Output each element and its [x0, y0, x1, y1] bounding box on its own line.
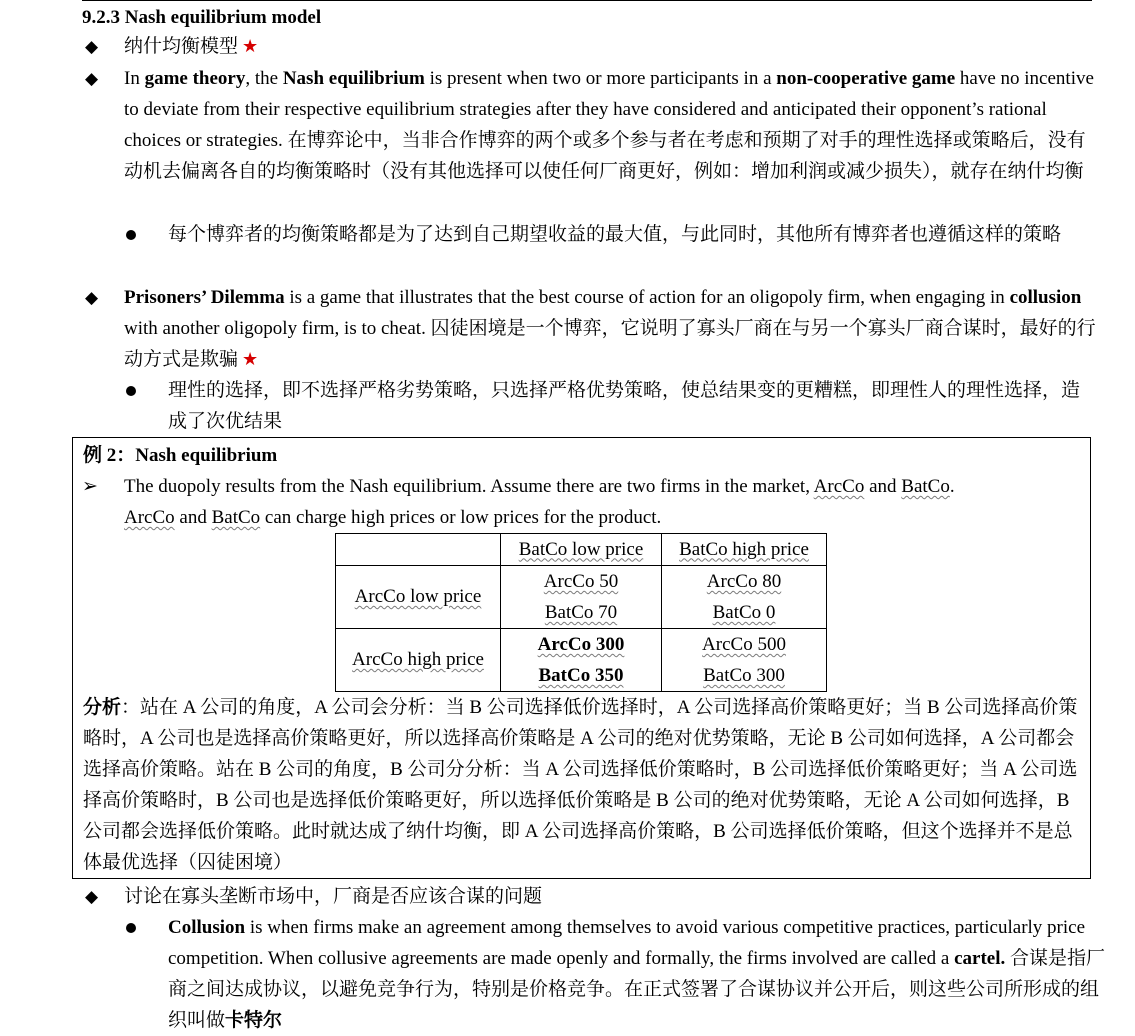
sub-point-rational-choice: 理性的选择，即不选择严格劣势策略，只选择严格优势策略，使总结果变的更糟糕，即理性人的理性选择，造成了次优结果 — [168, 380, 1081, 432]
para1-text-2: , the — [245, 68, 283, 89]
table-row — [336, 566, 827, 629]
term-prisoners-dilemma: Prisoners’ Dilemma — [124, 287, 285, 308]
arrow-bullet-icon: ➢ — [82, 475, 98, 497]
analysis-label: 分析 — [83, 697, 122, 718]
diamond-bullet-icon: ◆ — [85, 69, 99, 88]
row-header-arcco-high: ArcCo high price — [352, 649, 484, 670]
subtitle-line — [124, 31, 1084, 62]
para2-chinese: 囚徒困境是一个博弈，它说明了寡头厂商在与另一个寡头厂商合谋时，最好的行动方式是欺骗 — [124, 318, 1096, 370]
para2-text-1: is a game that illustrates that the best course of action for an oligopoly firm, when engaging in — [284, 287, 1010, 308]
example-title: 例 2：Nash equilibrium — [83, 445, 278, 466]
table-cell — [662, 566, 827, 629]
example-intro-line2 — [124, 502, 1084, 533]
example-intro-period: . — [949, 476, 955, 497]
payoff-value: BatCo 300 — [703, 665, 785, 686]
sub-point-collusion-definition — [168, 912, 1108, 1036]
top-rule — [82, 0, 1092, 1]
payoff-value: ArcCo 300 — [537, 634, 625, 655]
table-cell — [662, 629, 827, 692]
round-bullet-icon — [126, 386, 136, 396]
payoff-value: ArcCo 80 — [706, 571, 782, 592]
example-intro-and: and — [174, 507, 212, 528]
payoff-matrix — [335, 533, 827, 692]
term-non-cooperative-game: non-cooperative game — [776, 68, 956, 89]
table-corner-cell — [336, 534, 501, 566]
firm-name-batco: BatCo — [211, 507, 261, 528]
para2-text-2: with another oligopoly firm, is to cheat. — [124, 318, 431, 339]
term-collusion: Collusion — [168, 917, 246, 938]
term-cartel-cn: 卡特尔 — [225, 1010, 283, 1031]
example-intro-text-1: The duopoly results from the Nash equilibrium. Assume there are two firms in the market, — [124, 476, 814, 497]
col-header-batco-high: BatCo high price — [679, 538, 809, 560]
example-intro — [124, 471, 1084, 502]
diamond-bullet-icon: ◆ — [85, 288, 99, 307]
firm-name-batco: BatCo — [901, 476, 950, 497]
firm-name-arcco: ArcCo — [124, 507, 175, 528]
table-header-cell — [501, 534, 662, 566]
payoff-value: ArcCo 500 — [702, 634, 786, 655]
diamond-bullet-icon: ◆ — [85, 37, 99, 56]
term-game-theory: game theory — [144, 68, 246, 89]
example-intro-and: and — [864, 476, 902, 497]
term-nash-equilibrium: Nash equilibrium — [282, 68, 425, 89]
round-bullet-icon — [126, 923, 136, 933]
payoff-value: BatCo 70 — [544, 602, 618, 623]
star-icon: ★ — [242, 36, 259, 57]
example-intro-text-2: can charge high prices or low prices for the product. — [260, 507, 662, 528]
table-header-cell — [662, 534, 827, 566]
sub-point-equilibrium-strategy: 每个博弈者的均衡策略都是为了达到自己期望收益的最大值，与此同时，其他所有博弈者也遵循这样的策略 — [168, 224, 1062, 245]
round-bullet-icon — [126, 230, 136, 240]
para1-chinese: 在博弈论中，当非合作博弈的两个或多个参与者在考虑和预期了对手的理性选择或策略后，没有动机去偏离各自的均衡策略时（没有其他选择可以使任何厂商更好，例如：增加利润或减少损失），就存在纳什均衡 — [124, 130, 1086, 182]
subtitle-cn: 纳什均衡模型 — [124, 36, 239, 57]
firm-name-arcco: ArcCo — [813, 476, 865, 497]
analysis-paragraph — [83, 692, 1083, 878]
table-row — [336, 629, 827, 692]
row-header-arcco-low: ArcCo low price — [354, 586, 482, 607]
payoff-value: BatCo 350 — [538, 665, 624, 686]
section-heading: 9.2.3 Nash equilibrium model — [82, 7, 322, 28]
paragraph-nash-definition — [124, 63, 1104, 187]
table-cell — [501, 566, 662, 629]
payoff-value: ArcCo 50 — [543, 571, 619, 592]
payoff-value: BatCo 0 — [712, 602, 776, 623]
table-cell-equilibrium — [501, 629, 662, 692]
star-icon: ★ — [242, 349, 259, 370]
term-collusion: collusion — [1009, 287, 1082, 308]
para1-text-4: have no incentive to deviate from their respective equilibrium strategies after they have considered and anticipated their opponent’s rational choices or strategies. — [124, 68, 1094, 151]
row-header-cell — [336, 629, 501, 692]
analysis-text: ：站在 A 公司的角度，A 公司会分析：当 B 公司选择低价选择时，A 公司选择高价策略更好；当 B 公司选择高价策略时，A 公司也是选择高价策略更好，所以选择高价策略是 A 公司的绝对优势策略，无论 B 公司如何选择，A 公司都会选择高价策略。站在 B 公司的角度，B 公司分分析：当 A 公司选择低价策略时，B 公司选择低价策略更好；当 A 公司选择高价策略时，B 公司也是选择低价策略更好，所以选择低价策略是 B 公司的绝对优势策略，无论 A 公司如何选择，B 公司都会选择低价策略。此时就达成了纳什均衡，即 A 公司选择高价策略，B 公司选择低价策略，但这个选择并不是总体最优选择（囚徒困境） — [83, 697, 1078, 873]
term-cartel: cartel. — [954, 948, 1006, 969]
col-header-batco-low: BatCo low price — [518, 538, 644, 560]
sub3-chinese: 合谋是指厂商之间达成协议，以避免竞争行为，特别是价格竞争。在正式签署了合谋协议并公开后，则这些公司所形成的组织叫做 — [168, 948, 1106, 1031]
sub3-text-1: is when firms make an agreement among themselves to avoid various competitive practices, particularly price competition. When collusive agreements are made openly and formally, the firms involved are called a — [168, 917, 1086, 969]
row-header-cell — [336, 566, 501, 629]
paragraph-prisoners-dilemma — [124, 282, 1104, 375]
para1-text-3: is present when two or more participants in a — [424, 68, 777, 89]
paragraph-collusion-question: 讨论在寡头垄断市场中，厂商是否应该合谋的问题 — [124, 886, 543, 907]
table-row — [336, 534, 827, 566]
para1-text-1: In — [124, 68, 145, 89]
diamond-bullet-icon: ◆ — [85, 887, 99, 906]
